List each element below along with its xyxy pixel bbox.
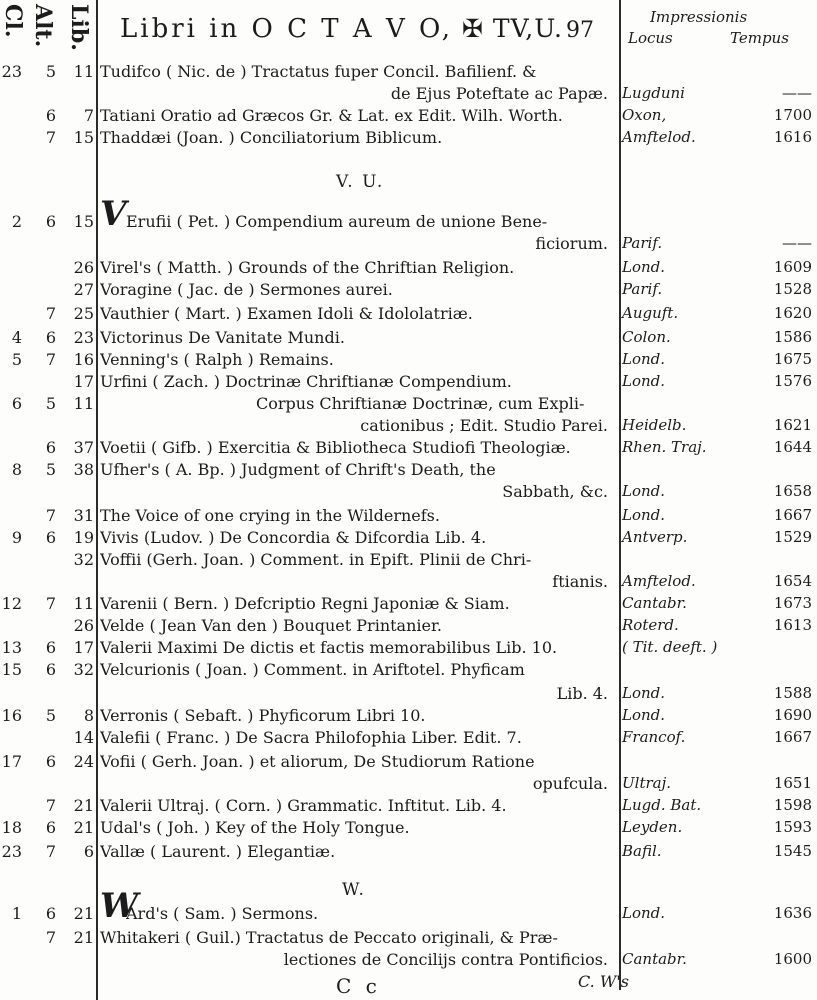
entry-text: Virel's ( Matth. ) Grounds of the Chriftian Religion.	[100, 258, 515, 277]
lib-number: 21	[73, 904, 94, 923]
page-title	[120, 14, 563, 44]
impression-locus: Amftelod.	[622, 128, 696, 146]
lib-number: 23	[73, 328, 94, 347]
lib-number: 11	[73, 62, 94, 81]
table-row	[0, 194, 817, 234]
entry-text: lectiones de Concilijs contra Pontificios.	[283, 950, 608, 969]
impression-year: 1636	[773, 904, 812, 922]
cl-number: 5	[11, 350, 22, 369]
impression-year: 1654	[773, 572, 812, 590]
alt-number: 7	[45, 128, 56, 147]
section-heading-w: W.	[342, 880, 366, 900]
cl-number: 18	[1, 818, 22, 837]
entry-text: Valerii Maximi De dictis et factis memorabilibus Lib. 10.	[100, 638, 558, 657]
lib-number: 21	[73, 818, 94, 837]
title-suffix: TV,U.	[492, 14, 563, 43]
impression-locus: Lond.	[622, 482, 666, 500]
impression-locus: Lond.	[622, 904, 666, 922]
table-row	[0, 482, 817, 504]
alt-number: 7	[45, 304, 56, 323]
table-row	[0, 528, 817, 550]
cl-number: 1	[11, 904, 22, 923]
entry-text: Tatiani Oratio ad Græcos Gr. & Lat. ex Edit. Wilh. Worth.	[100, 106, 563, 125]
impression-year: 1576	[773, 372, 812, 390]
column-head-lib: Lib.	[66, 4, 92, 51]
alt-number: 5	[45, 460, 56, 479]
table-row	[0, 928, 817, 950]
entry-text: opufcula.	[532, 774, 608, 793]
impression-year: 1673	[773, 594, 812, 612]
alt-number: 5	[45, 706, 56, 725]
impression-locus: Lond.	[622, 506, 666, 524]
table-row	[0, 328, 817, 350]
alt-number: 6	[45, 106, 56, 125]
alt-number: 6	[45, 438, 56, 457]
entry-text: Voragine ( Jac. de ) Sermones aurei.	[100, 280, 393, 299]
entry-text: cationibus ; Edit. Studio Parei.	[360, 416, 608, 435]
entry-text: Erufii ( Pet. ) Compendium aureum de unione Bene-	[126, 212, 548, 231]
cl-number: 17	[1, 752, 22, 771]
impression-year: 1651	[773, 774, 812, 792]
table-row	[0, 818, 817, 840]
lib-number: 15	[73, 128, 94, 147]
table-row	[0, 774, 817, 796]
impression-locus: Cantabr.	[622, 950, 687, 968]
lib-number: 25	[73, 304, 94, 323]
lib-number: 24	[73, 752, 94, 771]
table-row	[0, 638, 817, 660]
impression-locus: Lond.	[622, 350, 666, 368]
alt-number: 7	[45, 350, 56, 369]
entry-text: Vofii ( Gerh. Joan. ) et aliorum, De Studiorum Ratione	[100, 752, 535, 771]
impression-year: 1545	[773, 842, 812, 860]
impression-locus: Oxon,	[622, 106, 667, 124]
impression-locus: Amftelod.	[622, 572, 696, 590]
impression-locus: Antverp.	[622, 528, 688, 546]
lib-number: 32	[73, 660, 94, 679]
table-row	[0, 506, 817, 528]
alt-number: 6	[45, 528, 56, 547]
impression-locus: Parif.	[622, 280, 663, 298]
impression-locus: Heidelb.	[622, 416, 687, 434]
impression-locus: Francof.	[622, 728, 686, 746]
cl-number: 6	[11, 394, 22, 413]
impression-year: 1586	[773, 328, 812, 346]
lib-number: 17	[73, 372, 94, 391]
table-row	[0, 842, 817, 864]
lib-number: 11	[73, 394, 94, 413]
column-head-alt: Alt.	[30, 4, 56, 48]
signature-mark: C c	[336, 974, 381, 998]
impression-locus: Lugd. Bat.	[622, 796, 702, 814]
entry-text: Tudifco ( Nic. de ) Tractatus fuper Concil. Bafilienf. &	[100, 62, 537, 81]
table-row	[0, 106, 817, 128]
table-row	[0, 258, 817, 280]
cl-number: 23	[1, 62, 22, 81]
lib-number: 16	[73, 350, 94, 369]
impression-locus: Lond.	[622, 684, 666, 702]
table-row	[0, 616, 817, 638]
table-row	[0, 62, 817, 84]
entry-text: ficiorum.	[535, 234, 608, 253]
entry-text: Vallæ ( Laurent. ) Elegantiæ.	[100, 842, 336, 861]
table-row	[0, 550, 817, 572]
alt-number: 5	[45, 62, 56, 81]
entry-text: Urfini ( Zach. ) Doctrinæ Chriftianæ Compendium.	[100, 372, 512, 391]
table-row	[0, 886, 817, 926]
table-row	[0, 752, 817, 774]
page-number: 97	[566, 18, 594, 43]
lib-number: 21	[73, 796, 94, 815]
alt-number: 5	[45, 394, 56, 413]
impression-year: ——	[782, 234, 812, 252]
table-row	[0, 280, 817, 302]
impressionis-label: Impressionis	[650, 8, 748, 26]
alt-number: 7	[45, 796, 56, 815]
alt-number: 6	[45, 818, 56, 837]
impression-year: 1667	[773, 728, 812, 746]
entry-text: Sabbath, &c.	[502, 482, 608, 501]
cl-number: 12	[1, 594, 22, 613]
impression-locus: Roterd.	[622, 616, 679, 634]
impression-locus: Lond.	[622, 706, 666, 724]
alt-number: 7	[45, 506, 56, 525]
entry-text: Vivis (Ludov. ) De Concordia & Difcordia Lib. 4.	[100, 528, 487, 547]
entry-text: Velde ( Jean Van den ) Bouquet Printanier.	[100, 616, 442, 635]
locus-label: Locus	[628, 29, 673, 47]
lib-number: 38	[73, 460, 94, 479]
lib-number: 15	[73, 212, 94, 231]
entry-text: Vauthier ( Mart. ) Examen Idoli & Idololatriæ.	[100, 304, 473, 323]
lib-number: 19	[73, 528, 94, 547]
drop-cap: V	[100, 194, 127, 234]
table-row	[0, 460, 817, 482]
cl-number: 16	[1, 706, 22, 725]
alt-number: 6	[45, 904, 56, 923]
table-row	[0, 416, 817, 438]
table-row	[0, 728, 817, 750]
cl-number: 9	[11, 528, 22, 547]
alt-number: 7	[45, 594, 56, 613]
impression-year: 1700	[773, 106, 812, 124]
entry-text: Ufher's ( A. Bp. ) Judgment of Chrift's Death, the	[100, 460, 496, 479]
impression-year: 1598	[773, 796, 812, 814]
impression-locus: ( Tit. deeft. )	[622, 638, 718, 656]
lib-number: 26	[73, 616, 94, 635]
impression-locus: Bafil.	[622, 842, 662, 860]
tempus-label: Tempus	[730, 29, 789, 47]
impression-locus: Rhen. Traj.	[622, 438, 707, 456]
impression-year: 1588	[773, 684, 812, 702]
entry-text: Voetii ( Gifb. ) Exercitia & Bibliotheca Studiofi Theologiæ.	[100, 438, 571, 457]
impression-year: 1593	[773, 818, 812, 836]
lib-number: 14	[73, 728, 94, 747]
entry-text: Thaddæi (Joan. ) Conciliatorium Biblicum.	[100, 128, 443, 147]
impression-locus: Colon.	[622, 328, 671, 346]
impression-year: 1600	[773, 950, 812, 968]
impression-year: 1529	[773, 528, 812, 546]
table-row	[0, 660, 817, 682]
entry-text: The Voice of one crying in the Wildernefs.	[100, 506, 440, 525]
entry-text: ftianis.	[552, 572, 608, 591]
alt-number: 6	[45, 752, 56, 771]
entry-text: Venning's ( Ralph ) Remains.	[100, 350, 334, 369]
alt-number: 7	[45, 928, 56, 947]
lib-number: 32	[73, 550, 94, 569]
lib-number: 21	[73, 928, 94, 947]
entry-text: Lib. 4.	[556, 684, 608, 703]
entry-text: Varenii ( Bern. ) Defcriptio Regni Japoniæ & Siam.	[100, 594, 510, 613]
entry-text: Verronis ( Sebaft. ) Phyficorum Libri 10.	[100, 706, 426, 725]
impression-year: 1644	[773, 438, 812, 456]
cl-number: 8	[11, 460, 22, 479]
lib-number: 7	[83, 106, 94, 125]
alt-number: 6	[45, 638, 56, 657]
impression-locus: Parif.	[622, 234, 663, 252]
table-row	[0, 594, 817, 616]
entry-text: Corpus Chriftianæ Doctrinæ, cum Expli-	[256, 394, 585, 413]
impression-year: 1690	[773, 706, 812, 724]
impression-year: 1675	[773, 350, 812, 368]
impression-year: 1667	[773, 506, 812, 524]
impression-year: 1658	[773, 482, 812, 500]
lib-number: 26	[73, 258, 94, 277]
lib-number: 37	[73, 438, 94, 457]
lib-number: 8	[83, 706, 94, 725]
impression-locus: Auguft.	[622, 304, 679, 322]
entry-text: de Ejus Poteftate ac Papæ.	[390, 84, 608, 103]
impression-year: 1620	[773, 304, 812, 322]
table-row	[0, 796, 817, 818]
alt-number: 6	[45, 660, 56, 679]
alt-number: 7	[45, 842, 56, 861]
entry-text: Ard's ( Sam. ) Sermons.	[126, 904, 319, 923]
alt-number: 6	[45, 212, 56, 231]
entry-text: Velcurionis ( Joan. ) Comment. in Ariftotel. Phyficam	[100, 660, 525, 679]
table-row	[0, 950, 817, 972]
table-row	[0, 372, 817, 394]
table-row	[0, 350, 817, 372]
entry-text: Valefii ( Franc. ) De Sacra Philofophia Liber. Edit. 7.	[100, 728, 522, 747]
table-row	[0, 304, 817, 326]
table-row	[0, 684, 817, 706]
impression-locus: Lugduni	[622, 84, 685, 102]
title-text: Libri in O C T A V O,	[120, 14, 454, 44]
impression-year: ——	[782, 84, 812, 102]
cl-number: 15	[1, 660, 22, 679]
ornament-icon: ✠	[462, 14, 484, 43]
table-row	[0, 572, 817, 594]
entry-text: Voffii (Gerh. Joan. ) Comment. in Epift. Plinii de Chri-	[100, 550, 532, 569]
table-row	[0, 438, 817, 460]
drop-cap: W	[100, 886, 139, 926]
lib-number: 11	[73, 594, 94, 613]
impression-year: 1528	[773, 280, 812, 298]
impression-locus: Cantabr.	[622, 594, 687, 612]
cl-number: 13	[1, 638, 22, 657]
table-row	[0, 706, 817, 728]
table-row	[0, 394, 817, 416]
entry-text: Udal's ( Joh. ) Key of the Holy Tongue.	[100, 818, 410, 837]
table-row	[0, 128, 817, 150]
lib-number: 6	[83, 842, 94, 861]
impression-year: 1616	[773, 128, 812, 146]
catchword: C. W's	[578, 972, 629, 991]
cl-number: 4	[11, 328, 22, 347]
impression-year: 1621	[773, 416, 812, 434]
column-head-cl: Cl.	[0, 4, 26, 38]
impression-locus: Lond.	[622, 258, 666, 276]
table-row	[0, 234, 817, 256]
table-row	[0, 84, 817, 106]
impression-year: 1613	[773, 616, 812, 634]
alt-number: 6	[45, 328, 56, 347]
entry-text: Victorinus De Vanitate Mundi.	[100, 328, 345, 347]
section-heading-vu: V. U.	[336, 172, 385, 192]
lib-number: 27	[73, 280, 94, 299]
lib-number: 31	[73, 506, 94, 525]
impression-year: 1609	[773, 258, 812, 276]
impression-locus: Lond.	[622, 372, 666, 390]
entry-text: Valerii Ultraj. ( Corn. ) Grammatic. Inftitut. Lib. 4.	[100, 796, 507, 815]
impression-locus: Ultraj.	[622, 774, 671, 792]
impression-locus: Leyden.	[622, 818, 683, 836]
entry-text: Whitakeri ( Guil.) Tractatus de Peccato originali, & Præ-	[100, 928, 558, 947]
cl-number: 2	[11, 212, 22, 231]
cl-number: 23	[1, 842, 22, 861]
lib-number: 17	[73, 638, 94, 657]
